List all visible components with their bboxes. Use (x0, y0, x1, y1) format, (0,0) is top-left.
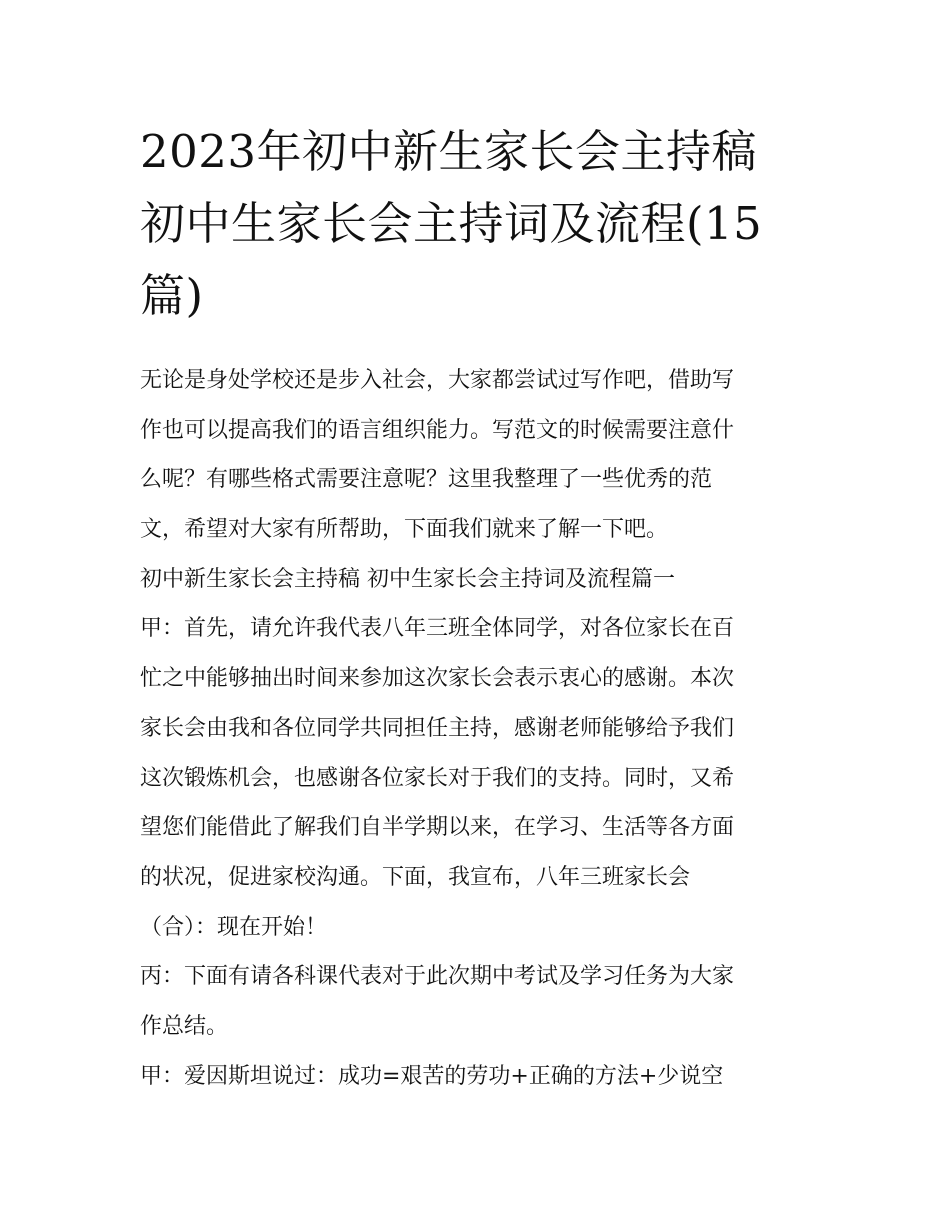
body-line: 家长会由我和各位同学共同担任主持，感谢老师能够给予我们 (140, 715, 735, 741)
body-line: 望您们能借此了解我们自半学期以来，在学习、生活等各方面 (140, 815, 735, 841)
body-line: 么呢？有哪些格式需要注意呢？这里我整理了一些优秀的范 (140, 467, 713, 493)
body-line: 作也可以提高我们的语言组织能力。写范文的时候需要注意什 (140, 417, 735, 443)
document-body (140, 356, 820, 1101)
body-line: 无论是身处学校还是步入社会，大家都尝试过写作吧，借助写 (140, 368, 735, 393)
body-line: （合）：现在开始！ (140, 914, 328, 940)
document-title (140, 116, 820, 332)
body-line: 作总结。 (140, 1013, 229, 1039)
body-line: 这次锻炼机会，也感谢各位家长对于我们的支持。同时，又希 (140, 765, 735, 791)
body-line: 甲：爱因斯坦说过：成功=艰苦的劳功+正确的方法+少说空 (140, 1063, 724, 1089)
body-line: 丙：下面有请各科课代表对于此次期中考试及学习任务为大家 (140, 964, 735, 990)
body-line: 忙之中能够抽出时间来参加这次家长会表示衷心的感谢。本次 (140, 666, 735, 692)
body-line: 文，希望对大家有所帮助，下面我们就来了解一下吧。 (140, 517, 669, 543)
title-line-2: 初中生家长会主持词及流程(15 (140, 197, 763, 250)
body-line: 甲：首先，请允许我代表八年三班全体同学，对各位家长在百 (140, 616, 735, 642)
section-heading: 初中新生家长会主持稿 初中生家长会主持词及流程篇一 (140, 566, 675, 592)
body-line: 的状况，促进家校沟通。下面，我宣布，八年三班家长会 (140, 864, 691, 890)
title-line-1: 2023年初中新生家长会主持稿 (140, 125, 758, 178)
title-line-3: 篇) (140, 269, 204, 322)
